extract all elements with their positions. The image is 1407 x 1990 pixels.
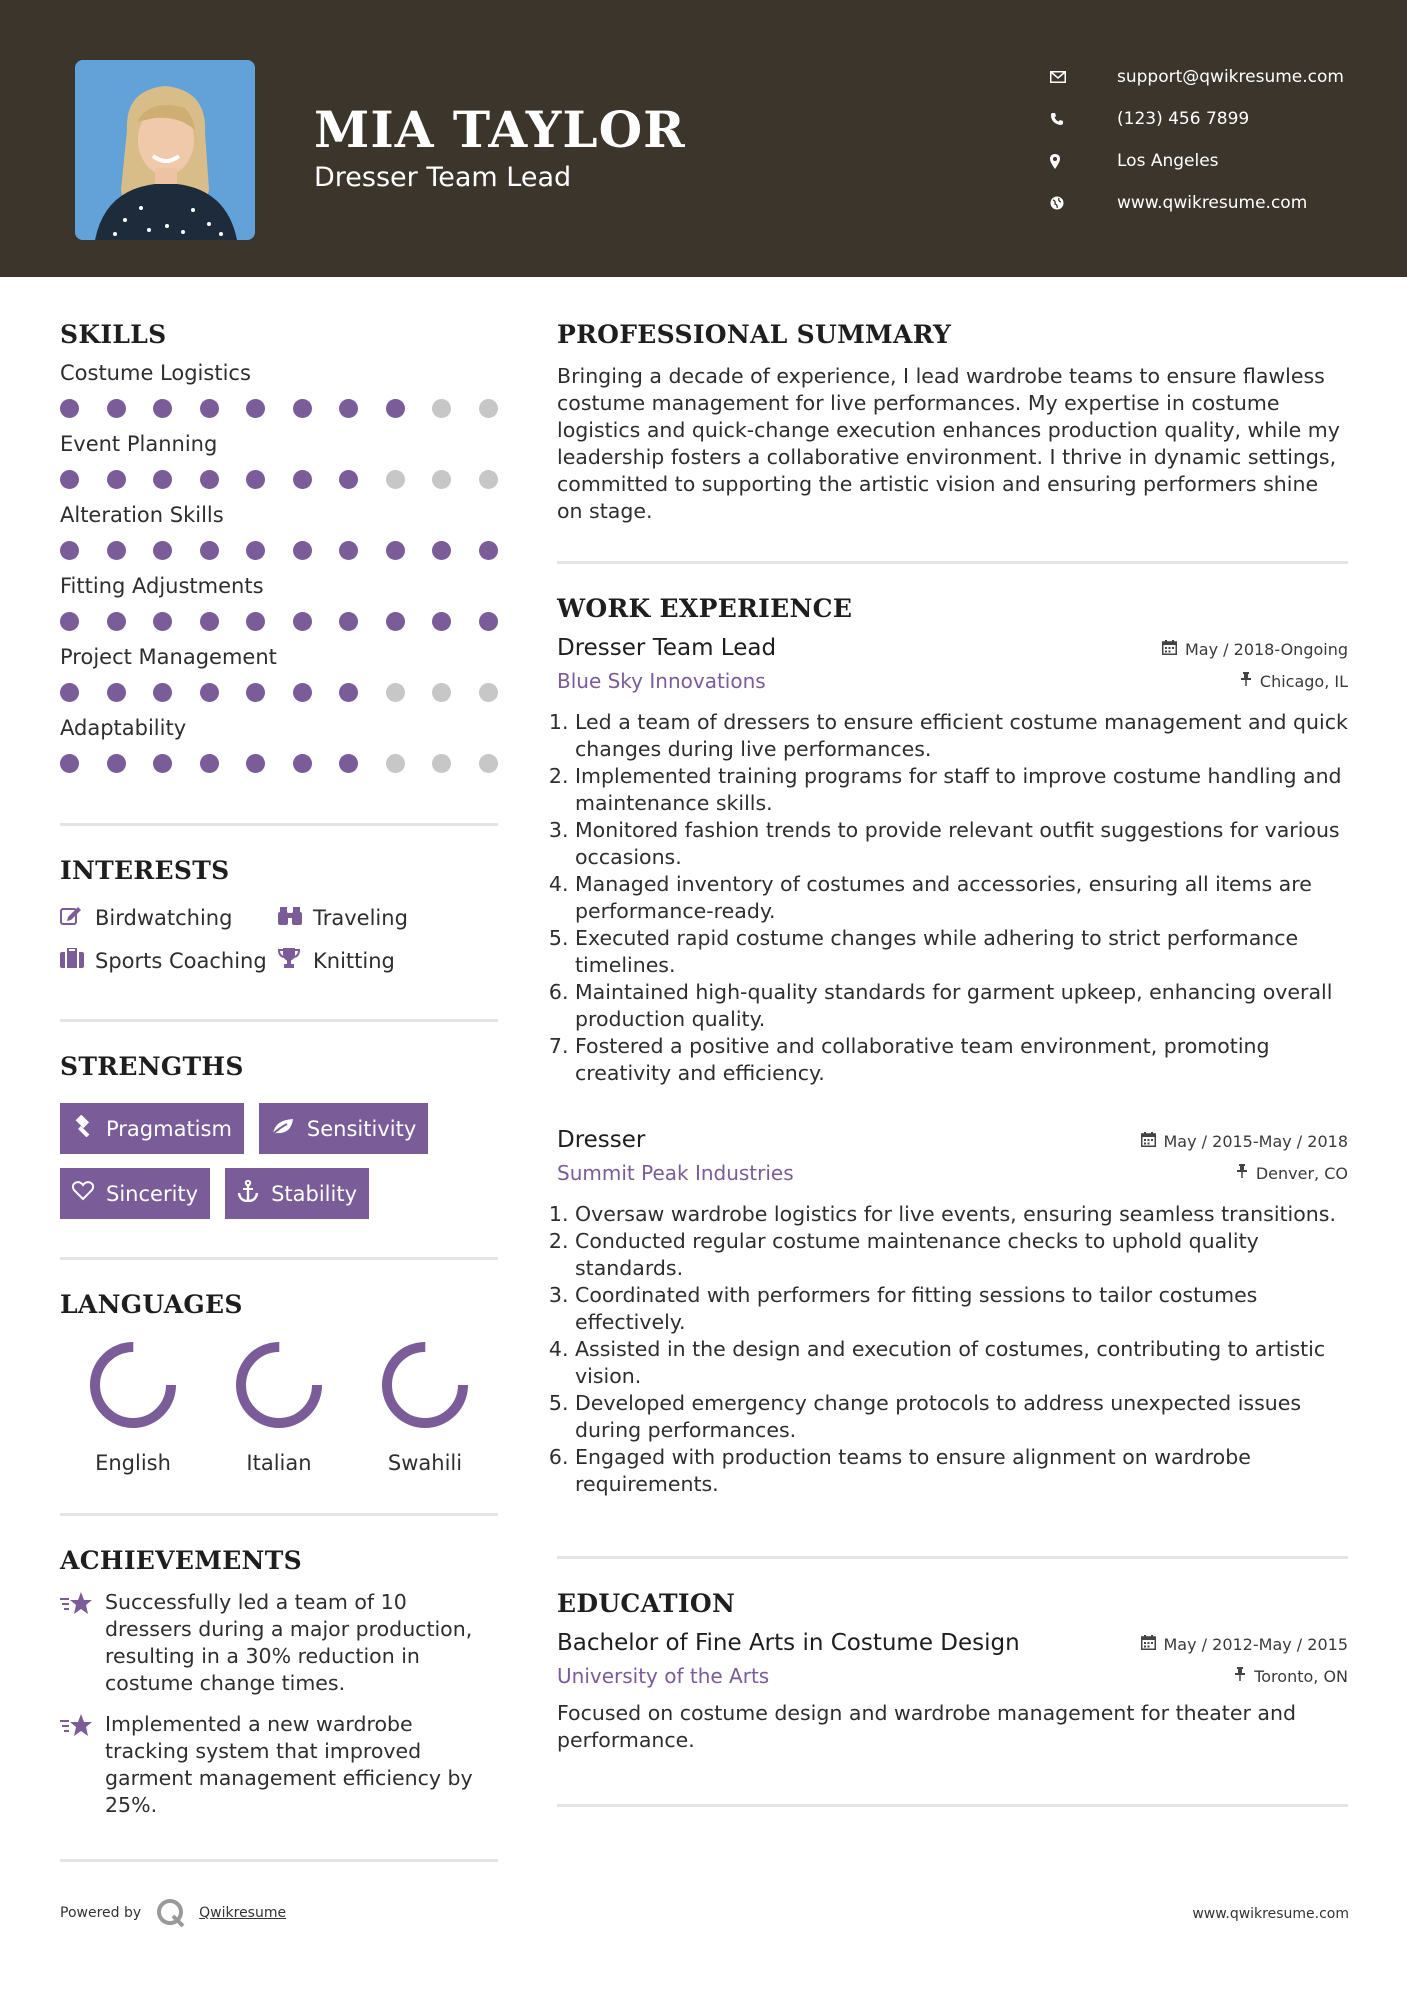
job-location: Chicago, IL [1240, 672, 1348, 691]
interests-list [60, 905, 498, 973]
rating-dot [339, 683, 358, 702]
degree-title: Bachelor of Fine Arts in Costume Design [557, 1630, 1020, 1656]
rating-dot [153, 541, 172, 560]
rating-dot [293, 683, 312, 702]
skill-name: Fitting Adjustments [60, 574, 264, 598]
job-title: Dresser [557, 1127, 646, 1153]
skill-name: Event Planning [60, 432, 218, 456]
duty-item: 4. Managed inventory of costumes and accessories, ensuring all items are performance-ready. [575, 871, 1348, 925]
language-level-arc [241, 1347, 317, 1423]
duty-item: 1. Oversaw wardrobe logistics for live events, ensuring seamless transitions. [575, 1201, 1348, 1228]
rating-dot [339, 399, 358, 418]
rating-dot [293, 612, 312, 631]
rating-dot [432, 541, 451, 560]
job-location: Denver, CO [1236, 1164, 1348, 1183]
divider [60, 1859, 498, 1862]
language-level-arc [95, 1347, 171, 1423]
skill-name: Costume Logistics [60, 361, 251, 385]
job-entry [557, 1127, 1348, 1498]
rating-dot [293, 541, 312, 560]
rating-dot [246, 399, 265, 418]
phone-icon [1050, 112, 1080, 126]
duty-item: 5. Developed emergency change protocols to address unexpected issues during performances. [575, 1390, 1348, 1444]
rating-dot [386, 470, 405, 489]
strengths-heading: STRENGTHS [60, 1052, 244, 1081]
divider [60, 1257, 498, 1260]
skill-item [60, 361, 498, 418]
skill-rating [60, 541, 498, 560]
profile-photo [75, 60, 255, 240]
education-entry [557, 1630, 1348, 1754]
achievements-heading: ACHIEVEMENTS [60, 1546, 302, 1575]
qwikresume-link[interactable]: Qwikresume [199, 1905, 287, 1921]
calendar-icon [1162, 640, 1177, 659]
language-name: English [95, 1451, 171, 1475]
school-name: University of the Arts [557, 1664, 770, 1688]
left-column [60, 320, 498, 1862]
rating-dot [200, 541, 219, 560]
language-item [60, 1339, 206, 1475]
rating-dot [200, 683, 219, 702]
language-level-ring [379, 1339, 471, 1431]
skill-rating [60, 754, 498, 773]
footer-branding [60, 1897, 286, 1929]
rating-dot [60, 612, 79, 631]
powered-by-label: Powered by [60, 1905, 142, 1921]
rating-dot [107, 754, 126, 773]
rating-dot [107, 612, 126, 631]
rating-dot [60, 399, 79, 418]
rating-dot [479, 754, 498, 773]
divider [557, 561, 1348, 564]
duty-item: 2. Implemented training programs for staff to improve costume handling and maintenance skills. [575, 763, 1348, 817]
rating-dot [107, 683, 126, 702]
rating-dot [200, 612, 219, 631]
pushpin-icon [1240, 672, 1252, 690]
rating-dot [293, 399, 312, 418]
skill-name: Adaptability [60, 716, 187, 740]
skill-item [60, 432, 498, 489]
trophy-icon [278, 948, 313, 973]
rating-dot [153, 683, 172, 702]
rating-dot [432, 399, 451, 418]
calendar-icon [1141, 1132, 1156, 1151]
rating-dot [60, 754, 79, 773]
rating-dot [60, 541, 79, 560]
rating-dot [386, 612, 405, 631]
skill-item [60, 503, 498, 560]
duty-item: 1. Led a team of dressers to ensure efficient costume management and quick changes during live performances. [575, 709, 1348, 763]
interest-item: Traveling [278, 905, 498, 930]
rating-dot [246, 541, 265, 560]
profile-photo-image [75, 60, 255, 240]
summary-text: Bringing a decade of experience, I lead wardrobe teams to ensure flawless costume management for live performances. My expertise in costume logistics and quick-change execution enhances production quality, while my leadership fosters a collaborative environment. I thrive in dynamic settings, committed to supporting the artistic vision and ensuring performers shine on stage. [557, 364, 1340, 523]
pushpin-icon [1234, 1667, 1246, 1685]
skills-heading: SKILLS [60, 320, 167, 349]
duty-item: 4. Assisted in the design and execution of costumes, contributing to artistic vision. [575, 1336, 1348, 1390]
duty-item: 3. Coordinated with performers for fitting sessions to tailor costumes effectively. [575, 1282, 1348, 1336]
language-item [352, 1339, 498, 1475]
rating-dot [293, 470, 312, 489]
rating-dot [479, 399, 498, 418]
rating-dot [479, 612, 498, 631]
divider [557, 1804, 1348, 1807]
skill-item [60, 574, 498, 631]
rating-dot [246, 683, 265, 702]
candidate-name: MIA TAYLOR [314, 100, 686, 159]
interest-item: Birdwatching [60, 905, 278, 930]
duty-list [557, 709, 1348, 1087]
interests-heading: INTERESTS [60, 856, 230, 885]
job-dates: May / 2018-Ongoing [1162, 640, 1348, 659]
resume-header [0, 0, 1407, 277]
divider [557, 1556, 1348, 1559]
rating-dot [386, 541, 405, 560]
rating-dot [479, 541, 498, 560]
rating-dot [107, 541, 126, 560]
rating-dot [200, 754, 219, 773]
envelope-icon [1050, 71, 1080, 83]
rating-dot [246, 470, 265, 489]
skill-item [60, 645, 498, 702]
qwikresume-logo-icon [155, 1897, 187, 1929]
star-icon [60, 1711, 105, 1819]
rating-dot [153, 612, 172, 631]
experience-heading: WORK EXPERIENCE [557, 594, 853, 623]
summary-heading: PROFESSIONAL SUMMARY [557, 320, 952, 349]
languages-heading: LANGUAGES [60, 1290, 243, 1319]
rating-dot [200, 470, 219, 489]
education-location: Toronto, ON [1234, 1667, 1348, 1686]
skill-rating [60, 399, 498, 418]
right-column [557, 320, 1348, 1807]
company-name: Summit Peak Industries [557, 1161, 794, 1185]
divider [60, 1019, 498, 1022]
duty-item: 7. Fostered a positive and collaborative team environment, promoting creativity and efficiency. [575, 1033, 1348, 1087]
candidate-title: Dresser Team Lead [314, 162, 572, 193]
footer-website-link[interactable]: www.qwikresume.com [1192, 1906, 1349, 1922]
rating-dot [246, 754, 265, 773]
language-item [206, 1339, 352, 1475]
contact-phone[interactable]: (123) 456 7899 [1050, 98, 1370, 140]
rating-dot [386, 754, 405, 773]
job-entry [557, 635, 1348, 1087]
skill-name: Alteration Skills [60, 503, 224, 527]
strength-badge: Stability [225, 1168, 369, 1219]
rating-dot [153, 399, 172, 418]
skills-list [60, 361, 498, 773]
globe-icon [1050, 196, 1080, 210]
duty-item: 6. Engaged with production teams to ensure alignment on wardrobe requirements. [575, 1444, 1348, 1498]
achievement-item: Implemented a new wardrobe tracking system that improved garment management efficiency by 25%. [60, 1711, 498, 1819]
rating-dot [107, 399, 126, 418]
rating-dot [60, 470, 79, 489]
rating-dot [432, 754, 451, 773]
rating-dot [107, 470, 126, 489]
languages-list [60, 1339, 498, 1475]
rating-dot [339, 612, 358, 631]
achievements-list [60, 1589, 498, 1819]
rating-dot [200, 399, 219, 418]
job-dates: May / 2015-May / 2018 [1141, 1132, 1349, 1151]
divider [60, 823, 498, 826]
skill-name: Project Management [60, 645, 277, 669]
rating-dot [432, 683, 451, 702]
pushpin-icon [1236, 1164, 1248, 1182]
rating-dot [339, 541, 358, 560]
duty-item: 3. Monitored fashion trends to provide relevant outfit suggestions for various occasions. [575, 817, 1348, 871]
skill-rating [60, 470, 498, 489]
rating-dot [339, 754, 358, 773]
gavel-icon [72, 1115, 94, 1142]
language-name: Swahili [387, 1451, 463, 1475]
rating-dot [60, 683, 79, 702]
calendar-icon [1141, 1635, 1156, 1654]
strength-badge: Sincerity [60, 1168, 210, 1219]
company-name: Blue Sky Innovations [557, 669, 766, 693]
rating-dot [339, 470, 358, 489]
rating-dot [386, 399, 405, 418]
interest-item: Knitting [278, 948, 498, 973]
duty-list [557, 1201, 1348, 1498]
divider [60, 1513, 498, 1516]
education-dates: May / 2012-May / 2015 [1141, 1635, 1349, 1654]
anchor-icon [237, 1180, 259, 1207]
duty-item: 5. Executed rapid costume changes while adhering to strict performance timelines. [575, 925, 1348, 979]
duty-item: 6. Maintained high-quality standards for garment upkeep, enhancing overall production quality. [575, 979, 1348, 1033]
contact-list [1050, 56, 1370, 224]
rating-dot [432, 470, 451, 489]
achievement-item: Successfully led a team of 10 dressers during a major production, resulting in a 30% reduction in costume change times. [60, 1589, 498, 1697]
strengths-list [60, 1103, 498, 1219]
contact-location: Los Angeles [1050, 140, 1370, 182]
strength-badge: Sensitivity [259, 1103, 428, 1154]
binoculars-icon [278, 905, 313, 930]
rating-dot [432, 612, 451, 631]
rating-dot [293, 754, 312, 773]
contact-website[interactable]: www.qwikresume.com [1050, 182, 1370, 224]
strength-badge: Pragmatism [60, 1103, 244, 1154]
rating-dot [386, 683, 405, 702]
skill-rating [60, 683, 498, 702]
interest-item: Sports Coaching [60, 948, 278, 973]
heart-icon [72, 1181, 94, 1206]
job-title: Dresser Team Lead [557, 635, 777, 661]
language-level-arc [387, 1347, 463, 1423]
rating-dot [153, 754, 172, 773]
skill-item [60, 716, 498, 773]
language-level-ring [87, 1339, 179, 1431]
language-name: Italian [246, 1451, 312, 1475]
suitcase-icon [60, 948, 95, 973]
skill-rating [60, 612, 498, 631]
contact-email[interactable]: support@qwikresume.com [1050, 56, 1370, 98]
education-description: Focused on costume design and wardrobe management for theater and performance. [557, 1701, 1296, 1752]
map-pin-icon [1050, 154, 1080, 169]
rating-dot [479, 683, 498, 702]
leaf-icon [271, 1117, 295, 1141]
rating-dot [479, 470, 498, 489]
language-level-ring [233, 1339, 325, 1431]
star-icon [60, 1589, 105, 1697]
rating-dot [153, 470, 172, 489]
edit-icon [60, 905, 95, 930]
education-heading: EDUCATION [557, 1589, 736, 1618]
rating-dot [246, 612, 265, 631]
duty-item: 2. Conducted regular costume maintenance checks to uphold quality standards. [575, 1228, 1348, 1282]
